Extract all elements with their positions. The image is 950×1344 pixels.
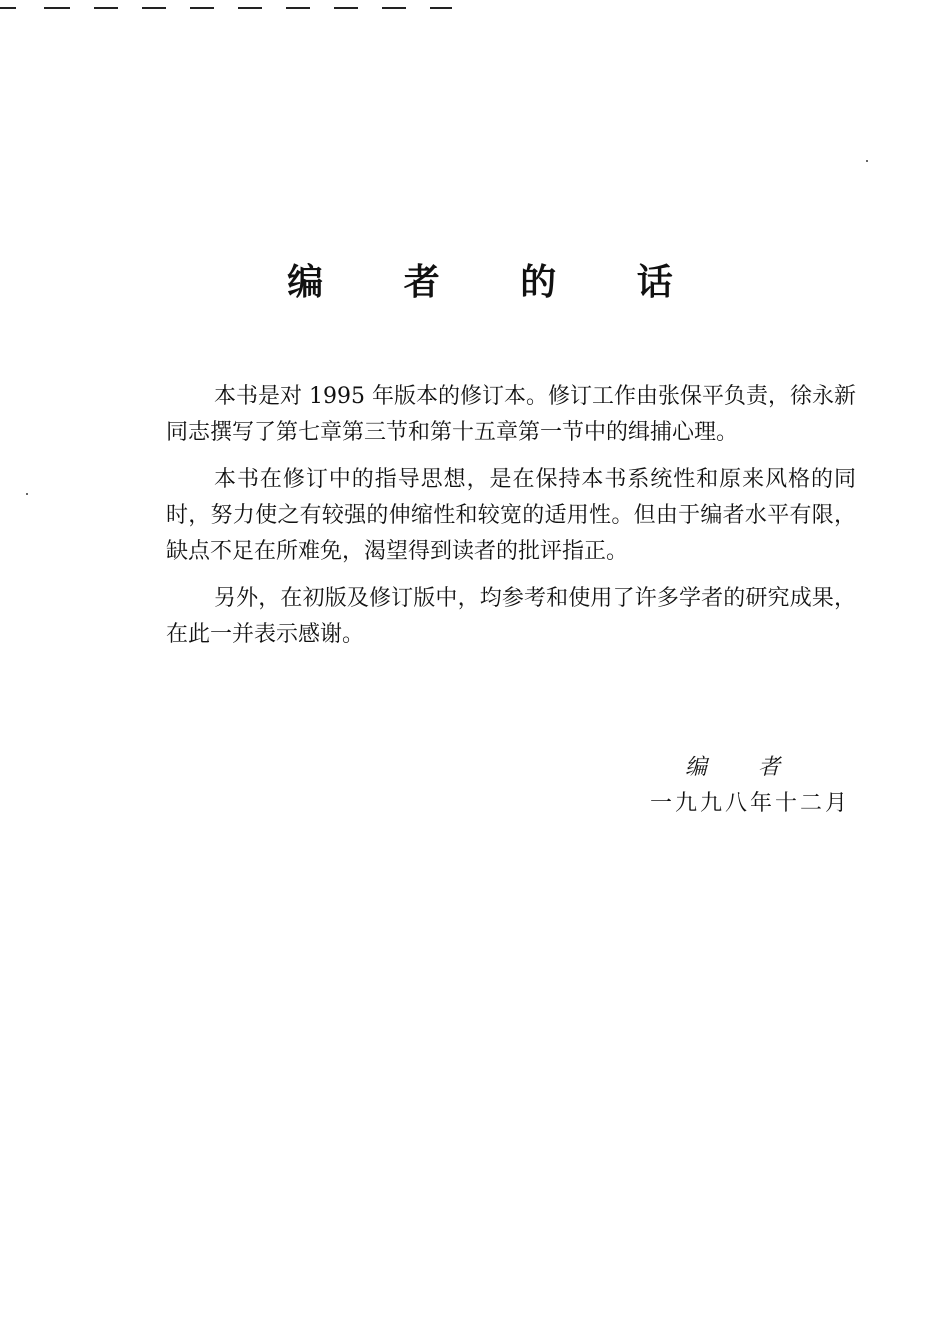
page-title: 编 者 的 话 (287, 262, 707, 303)
signature-block (650, 750, 850, 822)
paragraph: 另外，在初版及修订版中，均参考和使用了许多学者的研究成果，在此一并表示感谢。 (166, 586, 856, 647)
signature-date: 一九九八年十二月 (649, 791, 850, 816)
dash (286, 7, 310, 9)
body-text (166, 379, 856, 664)
scan-edge-dashes (0, 0, 460, 10)
dash (94, 7, 118, 9)
paragraph: 本书是对 1995 年版本的修订本。修订工作由张保平负责，徐永新同志撰写了第七章第三节和第十五章第一节中的缉捕心理。 (166, 384, 856, 445)
dash (142, 7, 166, 9)
dash (238, 7, 262, 9)
dash (430, 7, 452, 9)
dash (382, 7, 406, 9)
dash (0, 7, 16, 9)
dash (190, 7, 214, 9)
dash (334, 7, 358, 9)
scan-speck (26, 493, 28, 495)
signature-author: 编 者 (685, 755, 802, 780)
dash (44, 7, 70, 9)
scan-speck (866, 160, 868, 162)
paragraph: 本书在修订中的指导思想，是在保持本书系统性和原来风格的同时，努力使之有较强的伸缩性和较宽的适用性。但由于编者水平有限，缺点不足在所难免，渴望得到读者的批评指正。 (166, 467, 856, 564)
